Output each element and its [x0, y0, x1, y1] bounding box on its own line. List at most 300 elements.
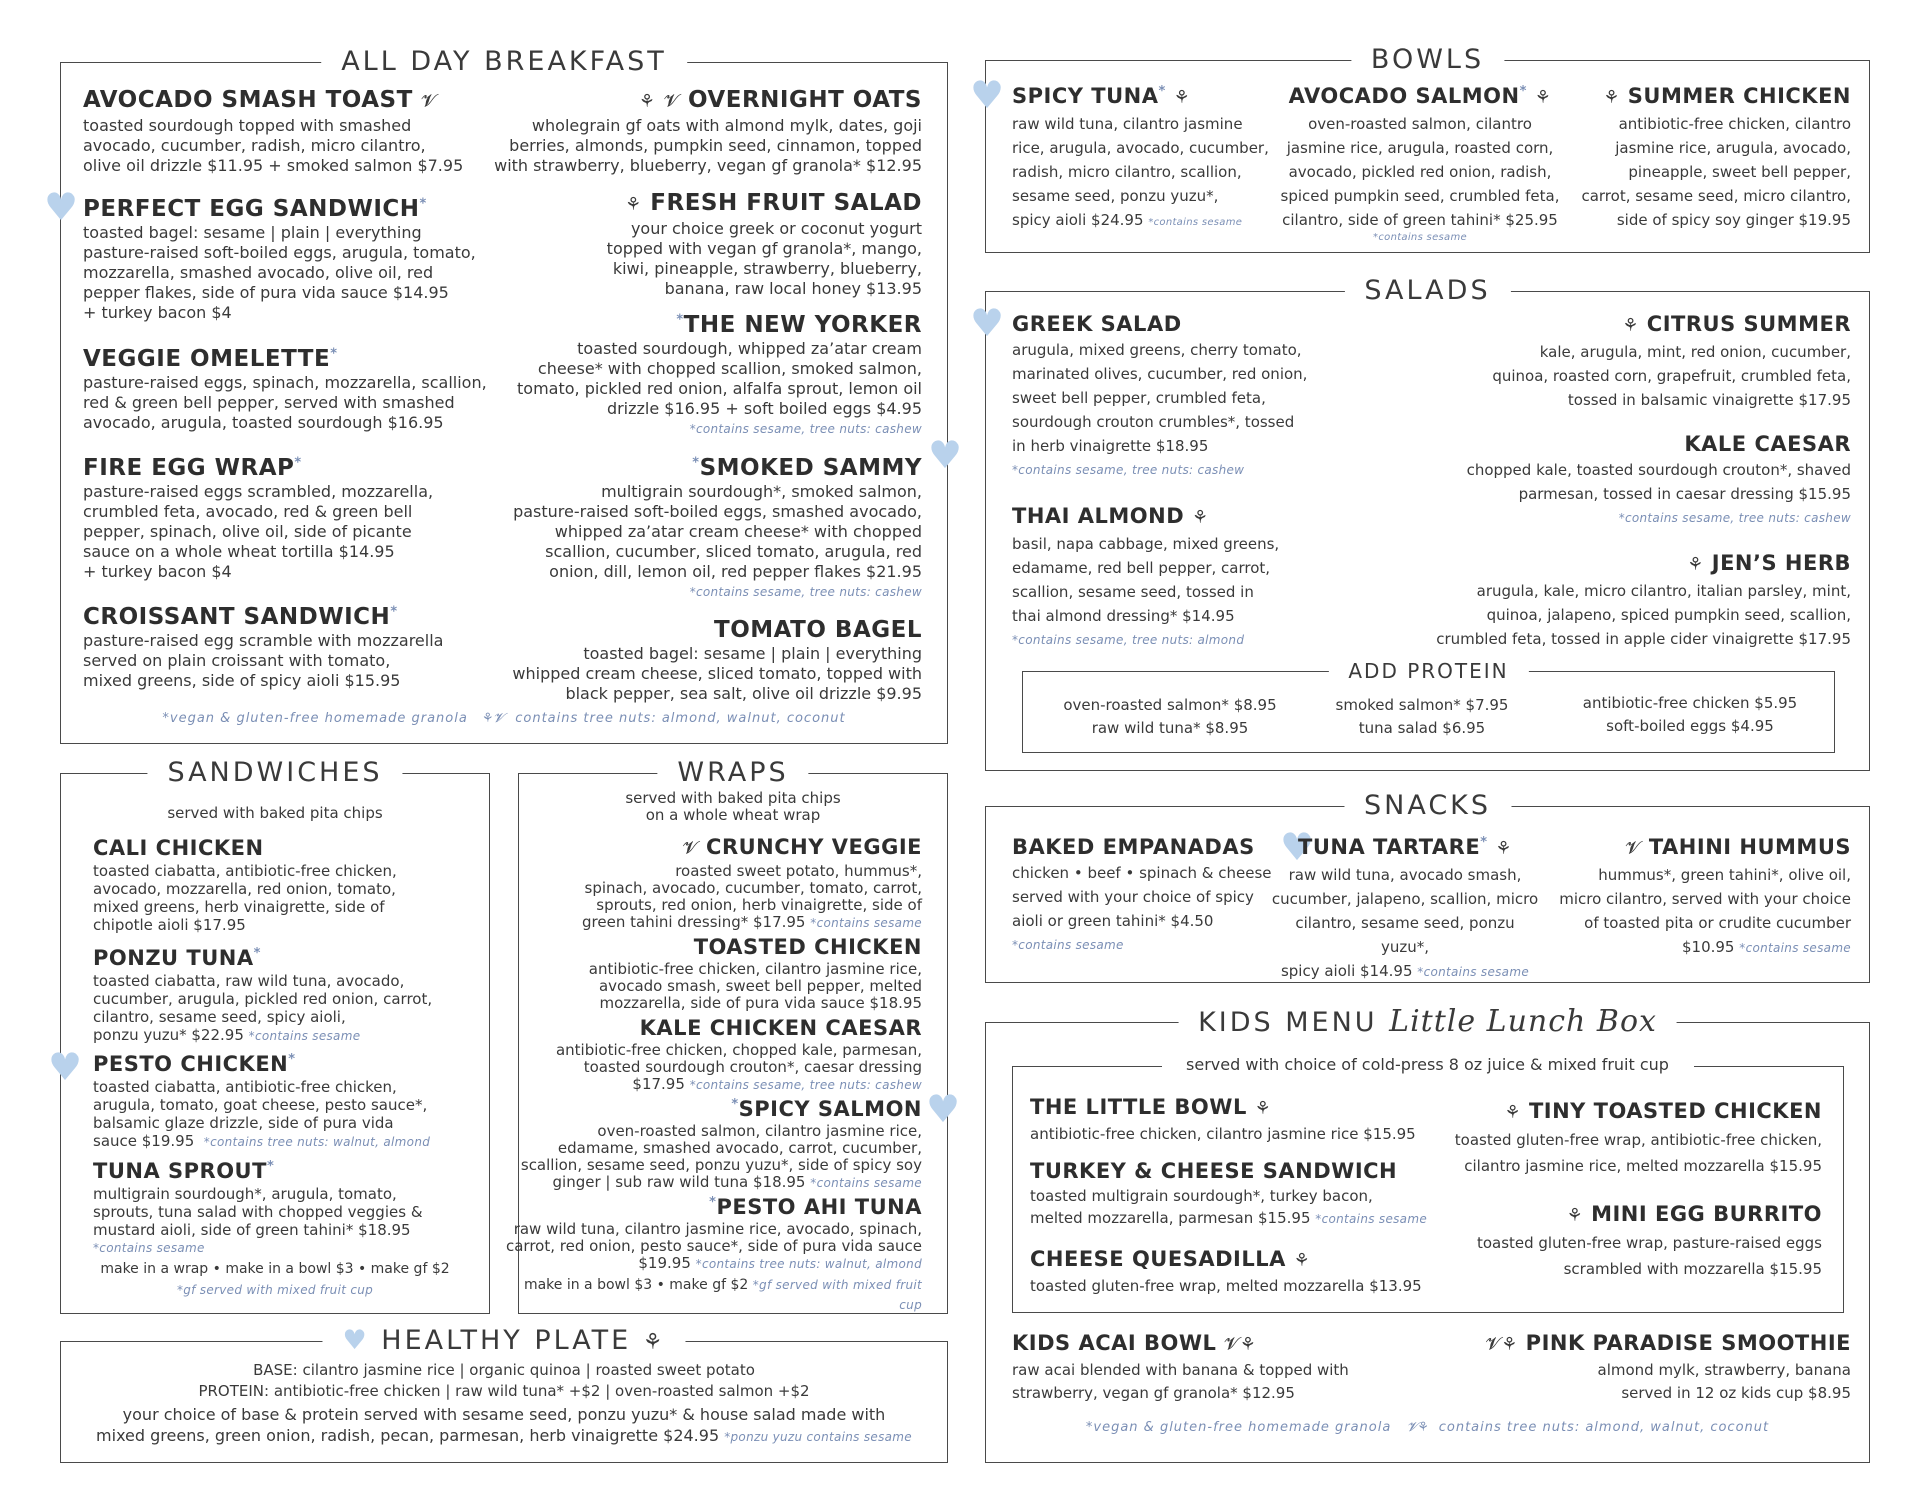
- menu-item-spicy-salmon: [502, 1095, 922, 1192]
- healthy-plate-title-text: HEALTHY PLATE: [381, 1325, 632, 1356]
- item-desc: $10.95: [1681, 938, 1735, 956]
- menu-item-overnight-oats: [472, 86, 922, 176]
- item-desc: sauce $19.95: [93, 1132, 195, 1150]
- menu-item-croissant-sandwich: [83, 603, 443, 691]
- item-desc: oven-roasted salmon, cilantro jasmine rice,: [597, 1122, 922, 1140]
- star-mark: *: [253, 946, 261, 961]
- menu-item-avocado-smash-toast: [83, 86, 463, 176]
- allergen-note: *contains sesame: [248, 1029, 361, 1043]
- item-desc: crumbled feta, avocado, red & green bell: [83, 502, 413, 521]
- kids-menu-title: [1178, 1006, 1677, 1039]
- item-desc: cucumber, jalapeno, scallion, micro: [1271, 890, 1539, 908]
- allergen-note: *contains sesame, tree nuts: cashew: [689, 422, 922, 436]
- menu-item-pesto-chicken: [93, 1050, 430, 1151]
- granola-note: *vegan & gluten-free homemade granola: [162, 711, 468, 726]
- item-name: KIDS ACAI BOWL: [1012, 1331, 1217, 1355]
- item-desc: toasted multigrain sourdough*, turkey bacon,: [1030, 1187, 1373, 1205]
- item-desc: black pepper, sea salt, olive oil drizzle $9.95: [565, 684, 922, 703]
- star-mark: *: [266, 1159, 275, 1174]
- item-desc: ginger | sub raw wild tuna $18.95: [552, 1173, 806, 1191]
- item-name: SPICY SALMON: [738, 1097, 922, 1121]
- item-desc: sesame seed, ponzu yuzu*,: [1012, 187, 1219, 205]
- item-desc: topped with vegan gf granola*, mango,: [606, 239, 922, 258]
- menu-item-cheese-quesadilla: [1030, 1245, 1422, 1297]
- item-name: VEGGIE OMELETTE: [83, 346, 331, 372]
- vegan-icon: 𝓥: [1485, 1334, 1502, 1355]
- item-desc: olive oil drizzle $11.95 + smoked salmon $7.95: [83, 156, 464, 175]
- salads-title: SALADS: [1344, 275, 1510, 307]
- item-name: CHEESE QUESADILLA: [1030, 1247, 1286, 1271]
- item-desc: raw acai blended with banana & topped with: [1012, 1361, 1349, 1379]
- gf-note: *gf served with mixed fruit cup: [752, 1278, 922, 1312]
- item-desc: antibiotic-free chicken, cilantro jasmine rice,: [588, 960, 922, 978]
- item-desc: cilantro jasmine rice, melted mozzarella $15.95: [1464, 1157, 1822, 1175]
- kids-footnote: [985, 1420, 1870, 1435]
- item-desc: ponzu yuzu* $22.95: [93, 1026, 244, 1044]
- item-name: FRESH FRUIT SALAD: [650, 190, 922, 216]
- menu-item-the-little-bowl: [1030, 1093, 1416, 1145]
- item-name: SUMMER CHICKEN: [1627, 84, 1851, 108]
- item-name: PESTO AHI TUNA: [716, 1195, 922, 1219]
- wraps-subtitle-line: on a whole wheat wrap: [645, 806, 821, 824]
- item-desc: kale, arugula, mint, red onion, cucumber,: [1539, 343, 1851, 361]
- base-options: cilantro jasmine rice | organic quinoa | roasted sweet potato: [302, 1361, 755, 1379]
- allergen-note: *contains sesame, tree nuts: cashew: [689, 585, 922, 599]
- menu-item-toasted-chicken: [512, 933, 922, 1012]
- star-mark: *: [390, 604, 398, 620]
- item-desc: pasture-raised soft-boiled eggs, smashed avocado,: [513, 502, 922, 521]
- item-desc: mixed greens, herb vinaigrette, side of: [93, 898, 385, 916]
- star-mark: *: [1158, 84, 1166, 99]
- tree-nut-icon: ⚘: [1173, 87, 1191, 108]
- star-mark: *: [1519, 84, 1527, 99]
- item-desc: toasted ciabatta, antibiotic-free chicken,: [93, 862, 397, 880]
- item-desc: drizzle $16.95 + soft boiled eggs $4.95: [606, 399, 922, 418]
- add-protein-option: soft-boiled eggs $4.95: [1606, 717, 1774, 735]
- item-name: AVOCADO SMASH TOAST: [83, 87, 413, 113]
- heart-icon: ♥: [342, 1325, 370, 1356]
- item-desc: quinoa, roasted corn, grapefruit, crumbled feta,: [1492, 367, 1851, 385]
- item-desc: chopped kale, toasted sourdough crouton*, shaved: [1466, 461, 1851, 479]
- item-desc: sweet bell pepper, crumbled feta,: [1012, 389, 1266, 407]
- menu-item-mini-egg-burrito: [1422, 1200, 1822, 1282]
- item-desc: spiced pumpkin seed, crumbled feta,: [1280, 187, 1560, 205]
- item-desc: crumbled feta, tossed in apple cider vinaigrette $17.95: [1436, 630, 1851, 648]
- allergen-note: *contains sesame, tree nuts: almond: [1012, 633, 1245, 647]
- healthy-plate-desc: mixed greens, green onion, radish, pecan, parmesan, herb vinaigrette $24.95: [96, 1426, 720, 1445]
- item-desc: raw wild tuna, avocado smash,: [1288, 866, 1522, 884]
- item-desc: antibiotic-free chicken, chopped kale, parmesan,: [555, 1041, 922, 1059]
- menu-item-tiny-toasted-chicken: [1422, 1097, 1822, 1179]
- tree-nut-icon: ⚘: [1293, 1250, 1311, 1271]
- add-protein-option: antibiotic-free chicken $5.95: [1582, 694, 1798, 712]
- tree-nut-icon: ⚘: [1254, 1098, 1272, 1119]
- item-name: TOASTED CHICKEN: [693, 935, 922, 959]
- item-desc: red & green bell pepper, served with smashed: [83, 393, 455, 412]
- item-desc: of toasted pita or crudite cucumber: [1584, 914, 1851, 932]
- item-desc: $17.95: [632, 1075, 685, 1093]
- item-desc: carrot, red onion, pesto sauce*, side of pura vida sauce: [505, 1237, 922, 1255]
- kids-subtitle: served with choice of cold-press 8 oz juice & mixed fruit cup: [1186, 1055, 1669, 1074]
- item-desc: kiwi, pineapple, strawberry, blueberry,: [612, 259, 922, 278]
- tree-nut-icon: ⚘: [625, 194, 642, 215]
- menu-item-baked-empanadas: [1012, 833, 1272, 957]
- menu-item-jens-herb: [1371, 549, 1851, 651]
- menu-item-summer-chicken: [1551, 82, 1851, 232]
- item-name: KALE CHICKEN CAESAR: [639, 1016, 922, 1040]
- menu-item-tuna-sprout: [93, 1157, 423, 1257]
- tree-nut-icon: ⚘: [1191, 507, 1209, 528]
- base-label: BASE:: [253, 1361, 298, 1379]
- star-mark: *: [294, 455, 302, 471]
- tree-nut-icon: ⚘: [638, 91, 656, 112]
- menu-item-cali-chicken: [93, 834, 397, 934]
- item-desc: onion, dill, lemon oil, red pepper flakes $21.95: [549, 562, 922, 581]
- snacks-title: SNACKS: [1344, 790, 1511, 822]
- menu-item-kids-acai-bowl: [1012, 1329, 1349, 1405]
- allergen-note: *contains sesame: [93, 1241, 205, 1255]
- tree-nut-icon: ⚘: [1504, 1102, 1522, 1123]
- item-desc: pasture-raised egg scramble with mozzarella: [83, 631, 444, 650]
- star-mark: *: [1480, 835, 1488, 850]
- tree-nut-icon: ⚘: [1534, 87, 1552, 108]
- item-desc: micro cilantro, served with your choice: [1559, 890, 1851, 908]
- tree-nut-note: contains tree nuts: almond, walnut, coconut: [1438, 1420, 1770, 1435]
- healthy-plate-details: [60, 1360, 948, 1448]
- add-protein-option: oven-roasted salmon* $8.95: [1063, 696, 1277, 714]
- item-desc: arugula, mixed greens, cherry tomato,: [1012, 341, 1302, 359]
- kids-menu-script: Little Lunch Box: [1389, 1004, 1657, 1039]
- item-name: CROISSANT SANDWICH: [83, 604, 391, 630]
- item-name: THE NEW YORKER: [683, 312, 922, 338]
- item-desc: oven-roasted salmon, cilantro: [1308, 115, 1532, 133]
- item-desc: sprouts, tuna salad with chopped veggies &: [93, 1203, 423, 1221]
- allergen-note: *contains tree nuts: walnut, almond: [695, 1257, 922, 1271]
- item-desc: green tahini dressing* $17.95: [582, 913, 806, 931]
- breakfast-title: ALL DAY BREAKFAST: [321, 46, 687, 78]
- item-desc: toasted gluten-free wrap, melted mozzarella $13.95: [1030, 1277, 1422, 1295]
- breakfast-footnote: [60, 711, 948, 726]
- menu-item-kale-caesar: [1371, 430, 1851, 530]
- add-protein-option: tuna salad $6.95: [1358, 719, 1486, 737]
- wrap-options-text: make in a bowl $3 • make gf $2: [523, 1277, 749, 1293]
- menu-item-avocado-salmon: [1275, 82, 1565, 244]
- add-protein-col-1: [1040, 694, 1300, 740]
- allergen-note: *contains sesame: [1417, 965, 1530, 979]
- menu-item-tahini-hummus: [1551, 833, 1851, 960]
- heart-icon: ♥: [928, 433, 963, 477]
- item-desc: toasted gluten-free wrap, antibiotic-free chicken,: [1454, 1131, 1822, 1149]
- item-desc: cilantro, side of green tahini* $25.95: [1282, 211, 1558, 229]
- item-desc: your choice greek or coconut yogurt: [630, 219, 922, 238]
- allergen-note: *contains sesame: [810, 1176, 922, 1190]
- item-desc: strawberry, vegan gf granola* $12.95: [1012, 1384, 1295, 1402]
- item-desc: edamame, red bell pepper, carrot,: [1012, 559, 1271, 577]
- item-desc: banana, raw local honey $13.95: [664, 279, 922, 298]
- item-desc: marinated olives, cucumber, red onion,: [1012, 365, 1308, 383]
- wraps-title: WRAPS: [657, 757, 808, 789]
- item-desc: edamame, smashed avocado, carrot, cucumber,: [557, 1139, 922, 1157]
- item-desc: + turkey bacon $4: [83, 562, 232, 581]
- item-desc: radish, micro cilantro, scallion,: [1012, 163, 1242, 181]
- bowls-title: BOWLS: [1351, 44, 1504, 76]
- item-desc: cilantro, sesame seed, ponzu yuzu*,: [1295, 914, 1515, 956]
- item-desc: basil, napa cabbage, mixed greens,: [1012, 535, 1280, 553]
- menu-item-turkey-cheese-sandwich: [1030, 1157, 1427, 1230]
- tree-nut-icon: ⚘: [1566, 1205, 1584, 1226]
- protein-label: PROTEIN:: [198, 1382, 270, 1400]
- item-desc: toasted sourdough topped with smashed: [83, 116, 412, 135]
- item-desc: raw wild tuna, cilantro jasmine: [1012, 115, 1243, 133]
- item-desc: chipotle aioli $17.95: [93, 916, 246, 934]
- item-desc: toasted gluten-free wrap, pasture-raised eggs: [1476, 1234, 1822, 1252]
- item-desc: melted mozzarella, parmesan $15.95: [1030, 1209, 1311, 1227]
- tree-nut-icon: ⚘: [483, 711, 494, 726]
- item-name: PONZU TUNA: [93, 946, 254, 970]
- item-desc: antibiotic-free chicken, cilantro jasmine rice $15.95: [1030, 1125, 1416, 1143]
- menu-item-thai-almond: [1012, 502, 1279, 652]
- menu-item-perfect-egg-sandwich: [83, 195, 476, 323]
- heart-icon: ♥: [1280, 825, 1315, 869]
- tree-nut-icon: ⚘: [1418, 1420, 1429, 1435]
- item-desc: $19.95: [638, 1254, 691, 1272]
- kids-inner-top-right: [1694, 1066, 1844, 1067]
- sandwiches-subtitle: served with baked pita chips: [167, 804, 383, 822]
- item-desc: multigrain sourdough*, arugula, tomato,: [93, 1185, 397, 1203]
- allergen-note: *contains sesame: [1373, 232, 1467, 243]
- heart-icon: ♥: [44, 185, 79, 229]
- menu-item-smoked-sammy: [472, 454, 922, 602]
- star-mark: *: [731, 1097, 739, 1112]
- vegan-icon: 𝓥: [1224, 1334, 1240, 1355]
- star-mark: *: [709, 1195, 717, 1210]
- item-desc: cucumber, arugula, pickled red onion, carrot,: [93, 990, 433, 1008]
- item-desc: pasture-raised soft-boiled eggs, arugula, tomato,: [83, 243, 476, 262]
- menu-item-greek-salad: [1012, 310, 1307, 482]
- item-desc: scallion, cucumber, sliced tomato, arugula, red: [545, 542, 922, 561]
- allergen-note: *contains sesame: [1148, 217, 1243, 228]
- item-desc: scallion, sesame seed, tossed in: [1012, 583, 1254, 601]
- kids-menu-title-text: KIDS MENU: [1198, 1007, 1378, 1038]
- tree-nut-icon: ⚘: [642, 1330, 666, 1355]
- item-desc: served with your choice of spicy: [1012, 888, 1254, 906]
- item-desc: hummus*, green tahini*, olive oil,: [1598, 866, 1851, 884]
- vegan-icon: 𝓥: [663, 91, 680, 112]
- item-desc: toasted sourdough, whipped za’atar cream: [577, 339, 922, 358]
- granola-note: *vegan & gluten-free homemade granola: [1085, 1420, 1392, 1435]
- item-desc: toasted ciabatta, antibiotic-free chicken,: [93, 1078, 397, 1096]
- item-desc: tomato, pickled red onion, alfalfa sprout, lemon oil: [517, 379, 922, 398]
- item-desc: avocado, arugula, toasted sourdough $16.95: [83, 413, 444, 432]
- item-desc: chicken • beef • spinach & cheese: [1012, 864, 1272, 882]
- star-mark: *: [288, 1052, 296, 1067]
- item-name: JEN’S HERB: [1711, 551, 1851, 575]
- allergen-note: *contains sesame: [1012, 938, 1124, 952]
- menu-item-fresh-fruit-salad: [472, 189, 922, 299]
- item-desc: antibiotic-free chicken, cilantro: [1618, 115, 1851, 133]
- menu-item-the-new-yorker: [472, 311, 922, 439]
- heart-icon: ♥: [970, 73, 1005, 117]
- add-protein-option: raw wild tuna* $8.95: [1091, 719, 1249, 737]
- menu-item-veggie-omelette: [83, 345, 487, 433]
- item-desc: avocado, cucumber, radish, micro cilantro,: [83, 136, 426, 155]
- item-desc: jasmine rice, arugula, avocado,: [1615, 139, 1851, 157]
- item-name: TINY TOASTED CHICKEN: [1528, 1099, 1822, 1123]
- item-desc: spicy aioli $14.95: [1280, 962, 1413, 980]
- star-mark: *: [330, 346, 338, 362]
- item-name: TUNA TARTARE: [1298, 835, 1481, 859]
- item-name: THE LITTLE BOWL: [1030, 1095, 1247, 1119]
- item-desc: parmesan, tossed in caesar dressing $15.95: [1518, 485, 1851, 503]
- add-protein-col-3: [1560, 692, 1820, 738]
- allergen-note: *contains sesame: [1739, 941, 1851, 955]
- item-desc: mozzarella, side of pura vida sauce $18.95: [599, 994, 922, 1012]
- item-desc: whipped cream cheese, sliced tomato, topped with: [512, 664, 922, 683]
- menu-item-crunchy-veggie: [512, 833, 922, 932]
- vegan-icon: 𝓥: [1625, 838, 1642, 859]
- item-desc: arugula, kale, micro cilantro, italian parsley, mint,: [1476, 582, 1851, 600]
- item-desc: pasture-raised eggs scrambled, mozzarella,: [83, 482, 434, 501]
- sandwich-options: make in a wrap • make in a bowl $3 • make gf $2: [100, 1261, 450, 1277]
- item-desc: aioli or green tahini* $4.50: [1012, 912, 1214, 930]
- menu-item-fire-egg-wrap: [83, 454, 433, 582]
- kids-inner-top-left: [1012, 1066, 1162, 1067]
- menu-item-spicy-tuna: [1012, 82, 1269, 235]
- item-name: OVERNIGHT OATS: [688, 87, 922, 113]
- item-desc: avocado, mozzarella, red onion, tomato,: [93, 880, 396, 898]
- menu-item-kale-chicken-caesar: [512, 1014, 922, 1094]
- allergen-note: *contains sesame: [810, 916, 922, 930]
- healthy-plate-desc: your choice of base & protein served with sesame seed, ponzu yuzu* & house salad made with: [122, 1405, 886, 1424]
- item-desc: whipped za’atar cream cheese* with chopped: [554, 522, 922, 541]
- menu-item-tuna-tartare: [1270, 833, 1540, 984]
- vegan-icon: 𝓥: [493, 711, 505, 726]
- star-mark: *: [676, 312, 684, 328]
- vegan-icon: 𝓥: [1406, 1420, 1419, 1435]
- menu-item-citrus-summer: [1371, 310, 1851, 412]
- tree-nut-icon: ⚘: [1495, 838, 1512, 859]
- allergen-note: *contains sesame: [1315, 1212, 1428, 1226]
- item-desc: wholegrain gf oats with almond mylk, dates, goji: [531, 116, 922, 135]
- menu-item-tomato-bagel: [472, 616, 922, 704]
- item-desc: cheese* with chopped scallion, smoked salmon,: [537, 359, 922, 378]
- heart-icon: ♥: [926, 1087, 961, 1131]
- item-desc: with strawberry, blueberry, vegan gf granola* $12.95: [494, 156, 922, 175]
- item-desc: toasted bagel: sesame | plain | everything: [83, 223, 422, 242]
- item-name: TUNA SPROUT: [93, 1159, 267, 1183]
- item-name: PERFECT EGG SANDWICH: [83, 196, 420, 222]
- item-desc: served on plain croissant with tomato,: [83, 651, 391, 670]
- item-desc: toasted bagel: sesame | plain | everything: [583, 644, 922, 663]
- item-name: CALI CHICKEN: [93, 836, 264, 860]
- item-desc: berries, almonds, pumpkin seed, cinnamon, topped: [509, 136, 922, 155]
- item-desc: thai almond dressing* $14.95: [1012, 607, 1235, 625]
- tree-nut-icon: ⚘: [1622, 315, 1639, 336]
- allergen-note: *contains sesame, tree nuts: cashew: [1012, 463, 1245, 477]
- item-name: AVOCADO SALMON: [1288, 84, 1520, 108]
- item-name: GREEK SALAD: [1012, 312, 1182, 336]
- item-desc: served in 12 oz kids cup $8.95: [1621, 1384, 1851, 1402]
- item-name: PESTO CHICKEN: [93, 1052, 289, 1076]
- item-desc: roasted sweet potato, hummus*,: [675, 862, 922, 880]
- healthy-plate-title: [322, 1325, 685, 1359]
- item-name: TAHINI HUMMUS: [1648, 835, 1851, 859]
- item-desc: multigrain sourdough*, smoked salmon,: [601, 482, 922, 501]
- item-desc: avocado smash, sweet bell pepper, melted: [598, 977, 922, 995]
- item-name: TOMATO BAGEL: [714, 617, 922, 643]
- item-desc: toasted sourdough crouton*, caesar dressing: [583, 1058, 922, 1076]
- vegan-icon: 𝓥: [421, 91, 437, 112]
- wraps-subtitle: [518, 790, 948, 824]
- item-name: SMOKED SAMMY: [699, 455, 922, 481]
- star-mark: *: [692, 455, 700, 471]
- wrap-options: [512, 1275, 922, 1315]
- item-desc: avocado, pickled red onion, radish,: [1288, 163, 1552, 181]
- item-desc: pepper, spinach, olive oil, side of picante: [83, 522, 412, 541]
- item-name: CRUNCHY VEGGIE: [706, 835, 922, 859]
- menu-item-pesto-ahi-tuna: [502, 1193, 922, 1273]
- allergen-note: *ponzu yuzu contains sesame: [724, 1430, 912, 1444]
- wraps-subtitle-line: served with baked pita chips: [625, 789, 841, 807]
- item-desc: cilantro, sesame seed, spicy aioli,: [93, 1008, 346, 1026]
- allergen-note: *contains sesame, tree nuts: cashew: [689, 1078, 922, 1092]
- item-desc: raw wild tuna, cilantro jasmine rice, avocado, spinach,: [513, 1220, 922, 1238]
- item-desc: spinach, avocado, cucumber, tomato, carrot,: [584, 879, 922, 897]
- add-protein-option: smoked salmon* $7.95: [1335, 696, 1509, 714]
- item-desc: + turkey bacon $4: [83, 303, 232, 322]
- item-name: THAI ALMOND: [1012, 504, 1185, 528]
- sandwiches-title: SANDWICHES: [147, 757, 402, 789]
- item-desc: quinoa, jalapeno, spiced pumpkin seed, scallion,: [1486, 606, 1851, 624]
- allergen-note: *contains sesame, tree nuts: cashew: [1618, 511, 1851, 525]
- menu-item-pink-paradise-smoothie: [1431, 1329, 1851, 1405]
- tree-nut-icon: ⚘: [1501, 1334, 1518, 1355]
- item-desc: spicy aioli $24.95: [1012, 211, 1144, 229]
- tree-nut-note: contains tree nuts: almond, walnut, coconut: [515, 711, 846, 726]
- vegan-icon: 𝓥: [682, 838, 699, 859]
- item-desc: sourdough crouton crumbles*, tossed: [1012, 413, 1295, 431]
- item-desc: pepper flakes, side of pura vida sauce $14.95: [83, 283, 449, 302]
- item-desc: mozzarella, smashed avocado, olive oil, red: [83, 263, 434, 282]
- item-name: FIRE EGG WRAP: [83, 455, 295, 481]
- item-desc: pineapple, sweet bell pepper,: [1628, 163, 1851, 181]
- item-name: MINI EGG BURRITO: [1591, 1202, 1822, 1226]
- item-desc: arugula, tomato, goat cheese, pesto sauce*,: [93, 1096, 428, 1114]
- item-name: PINK PARADISE SMOOTHIE: [1525, 1331, 1851, 1355]
- item-desc: toasted ciabatta, raw wild tuna, avocado,: [93, 972, 405, 990]
- protein-options: antibiotic-free chicken | raw wild tuna* +$2 | oven-roasted salmon +$2: [273, 1382, 810, 1400]
- tree-nut-icon: ⚘: [1603, 87, 1620, 108]
- item-desc: scallion, sesame seed, ponzu yuzu*, side of spicy soy: [520, 1156, 922, 1174]
- add-protein-title: ADD PROTEIN: [1328, 659, 1528, 683]
- item-desc: sprouts, red onion, herb vinaigrette, side of: [596, 896, 922, 914]
- item-desc: rice, arugula, avocado, cucumber,: [1012, 139, 1269, 157]
- item-name: CITRUS SUMMER: [1646, 312, 1851, 336]
- item-desc: balsamic glaze drizzle, side of pura vida: [93, 1114, 394, 1132]
- item-desc: pasture-raised eggs, spinach, mozzarella, scallion,: [83, 373, 487, 392]
- item-desc: jasmine rice, arugula, roasted corn,: [1286, 139, 1554, 157]
- add-protein-col-2: [1292, 694, 1552, 740]
- item-name: BAKED EMPANADAS: [1012, 835, 1255, 859]
- star-mark: *: [419, 196, 427, 212]
- item-desc: mixed greens, side of spicy aioli $15.95: [83, 671, 401, 690]
- item-desc: scrambled with mozzarella $15.95: [1563, 1260, 1822, 1278]
- heart-icon: ♥: [970, 301, 1005, 345]
- heart-icon: ♥: [48, 1045, 83, 1089]
- item-desc: in herb vinaigrette $18.95: [1012, 437, 1209, 455]
- menu-item-ponzu-tuna: [93, 944, 432, 1045]
- gf-note: *gf served with mixed fruit cup: [176, 1283, 374, 1297]
